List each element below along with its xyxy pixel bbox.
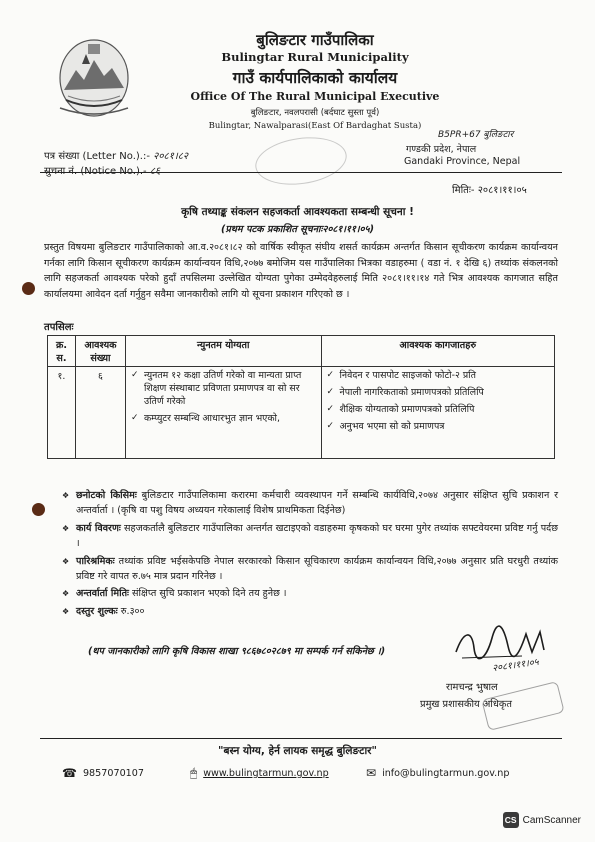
qualification-item: ✓ न्युनतम १२ कक्षा उतिर्ण गरेको वा मान्यता प्राप्त शिक्षण संस्थाबाट प्रविणता प्रमाणपत्र वा सो सर उतिर्ण गरेको [144,369,317,408]
letter-number-value: २०८१।८२ [153,151,189,162]
address-en: Bulingtar, Nawalparasi(East Of Bardaghat Susta) [208,121,422,131]
point-label: पारिश्रमिकः [76,555,115,567]
list-item [62,554,558,585]
footer-phone [62,766,144,780]
email-link[interactable]: info@bulingtarmun.gov.np [382,767,510,779]
municipality-name-np: बुलिङटार गाउँपालिका [256,31,374,49]
footer-divider [40,738,562,739]
phone-number: 9857070107 [82,767,144,779]
punch-hole-bottom [32,503,45,516]
point-text: सहजकर्तालै बुलिङटार गाउँपालिका अन्तर्गत खटाइएको वडाहरुमा कृषकको घर घरमा पुगेर तथ्यांक सफ्टवेयरमा प्रविष्ट गर्नु पर्दछ । [76,522,558,550]
document-item: ✓ शैक्षिक योग्यताको प्रमाणपत्रको प्रतिलिपि [340,403,551,416]
globe-icon: 🖱 [190,766,198,780]
letter-number-label: पत्र संख्या (Letter No.).:- [44,151,150,162]
table-header-count: आवश्यक संख्या [75,336,125,367]
point-label: दस्तुर शुल्कः [76,605,118,617]
table-cell-qualifications [125,367,321,459]
notice-subtitle: (प्रथम पटक प्रकाशित सूचनाः२०८१।११।०५) [220,224,375,235]
province-en: Gandaki Province, Nepal [404,156,521,167]
signature-date: २०८१।११।०५ [491,656,540,675]
province-np: गण्डकी प्रदेश, नेपाल [406,144,477,155]
table-header-sn: क्र. स. [48,336,76,367]
table-header-qualification: न्युनतम योग्यता [125,336,321,367]
table-header-documents: आवश्यक कागजातहरु [321,336,555,367]
point-text: तथ्यांक प्रविष्ट भईसकेपछि नेपाल सरकारको किसान सूचिकारण कार्यक्रम कार्यान्वयन विधि,२०७७ अनुसार प्रति घरधुरी तथ्यांक प्रविष्ट गरे वापत रु.७५ मात्र प्रदान गरिनेछ । [76,555,558,583]
office-name-en: Office Of The Rural Municipal Executive [190,90,440,103]
camscanner-label: CamScanner [522,814,581,826]
point-label: छनोटको किसिमः [76,490,137,501]
municipality-name-en: Bulingtar Rural Municipality [221,50,409,64]
notice-number [44,163,160,177]
reg-code: B5PR+67 बुलिङटार [438,130,514,140]
notice-body: प्रस्तुत विषयमा बुलिङटार गाउँपालिकाको आ.व.२०८१।८२ को वार्षिक स्वीकृत संघीय शसर्त कार्यक्रम अन्तर्गत किसान सूचीकरण कार्यक्रम कार्यान्वयन गर्नका लागि किसान सूचीकरण कार्यक्रम कार्यान्वयन विधि,२०७७ बमोजिम यस गाउँपालिका भित्रका वडाहरुमा ( वडा नं. १ देखि ६) तथ्यांक संकलनको लागि सहजकर्ता आवश्यक परेको हुदाँ तपसिलमा उल्लेखित योग्यता पुगेका उम्मेदवेहरुलाई मिति २०८१।११।१४ गते भित्र आवश्यक कागजात सहित कार्यालयमा आवेदन दर्ता गर्नुहुन सवैमा जानकारीको लागि यो सूचना प्रकाशन गरिएको छ । [44,242,558,300]
qualification-item: ✓ कम्प्युटर सम्बन्धि आधारभुत ज्ञान भएको, [144,412,317,425]
signatory-name: रामचन्द्र भुषाल [446,682,498,693]
footer-website [190,766,329,781]
document-item: ✓ निवेदन र पासपोट साइजको फोटो-२ प्रति [340,369,551,382]
table-header-row [48,336,555,367]
contact-note: (थप जानकारीको लागि कृषि विकास शाखा ९८६७८०२८७९ मा सम्पर्क गर्न सकिनेछ ।) [88,646,386,657]
notice-number-value: ८६ [149,166,161,177]
details-list [62,488,558,621]
point-label: अन्तर्वार्ता मितिः [76,588,129,600]
date-value: २०८१।११।०५ [477,185,527,196]
requirements-table [47,335,555,459]
point-text: बुलिङटार गाउँपालिकामा करारमा कर्मचारी व्यवस्थापन गर्ने सम्बन्धि कार्यविधि,२०७४ अनुसार संक्षिप्त सुचि प्रकाशन र अन्तर्वार्ता । (कृषि वा पशु विषय अध्ययन गरेकालाई विशेष प्राथमिकता दिईनेछ) [76,490,559,517]
letter-number [44,148,188,162]
list-item [62,488,558,519]
point-label: कार्य विवरणः [76,522,121,534]
document-item: ✓ नेपाली नागरिकताको प्रमाणपत्रको प्रतिलिपि [340,386,551,399]
address-np: बुलिङटार, नवलपरासी (बर्दघाट सुस्ता पूर्व) [250,108,380,118]
notice-number-label: सुचना नं. (Notice No.).- [44,166,147,177]
signatory-title: प्रमुख प्रशासकीय अधिकृत [420,699,512,710]
point-text: संक्षिप्त सुचि प्रकाशन भएको दिने तय हुनेछ । [132,588,287,600]
email-icon: ✉ [366,766,377,780]
date [452,182,527,196]
table-cell-count: ६ [75,367,125,459]
notice-title: कृषि तथ्याङ्क संकलन सहजकर्ता आवश्यकता सम्बन्धी सूचना ! [181,206,414,218]
office-stamp-mark [252,132,350,190]
camscanner-logo-icon: CS [503,812,519,828]
header-divider [40,172,562,173]
list-item [62,604,558,619]
phone-icon: ☎ [62,766,77,780]
punch-hole-top [22,282,35,295]
office-name-np: गाउँ कार्यपालिकाको कार्यालय [232,69,398,87]
camscanner-watermark [503,812,581,828]
list-item [62,586,558,601]
list-item [62,521,558,552]
tapasil-label: तपसिलः [44,322,74,333]
footer-email [366,766,509,780]
document-item: ✓ अनुभव भएमा सो को प्रमाणपत्र [340,420,551,433]
point-text: रु.३०० [120,605,145,617]
footer-slogan: "बस्न योग्य, हेर्न लायक समृद्ध बुलिङटार" [218,745,377,757]
date-label: मितिः- [452,185,475,196]
table-row [48,367,555,459]
website-link[interactable]: www.bulingtarmun.gov.np [203,768,329,779]
table-cell-sn: १. [48,367,76,459]
table-cell-documents [321,367,555,459]
